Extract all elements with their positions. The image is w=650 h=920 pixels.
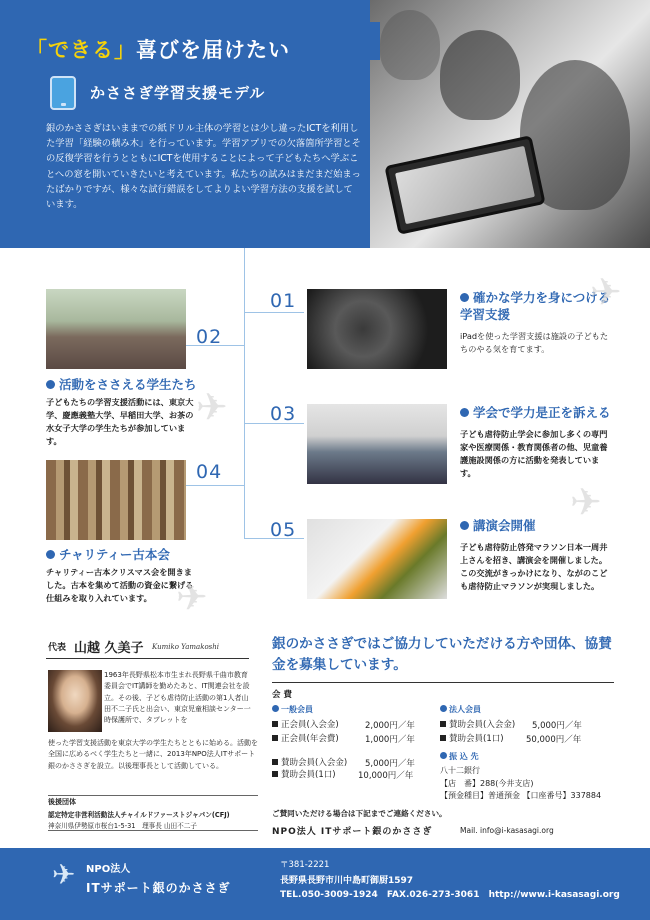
footer-postal-code: 〒381-2221 xyxy=(280,860,330,870)
bullet-icon xyxy=(440,752,447,759)
sponsor-organization: 認定特定非営利活動法人チャイルドファーストジャパン(CFJ) xyxy=(48,811,230,819)
hero-subtitle: かささぎ学習支援モデル xyxy=(90,84,266,102)
smartphone-icon xyxy=(50,76,76,110)
lecture-photo xyxy=(307,519,447,599)
fee-amount: 5,000円／年 xyxy=(365,759,415,769)
magpie-icon: ✈ xyxy=(590,270,622,314)
bullet-icon xyxy=(440,705,447,712)
conference-photo xyxy=(307,404,447,484)
representative-photo xyxy=(48,670,102,732)
used-books-photo xyxy=(46,460,186,540)
bullet-icon xyxy=(460,521,469,530)
footer-organization-name: ITサポート銀のかささぎ xyxy=(86,881,231,895)
fee-amount: 1,000円／年 xyxy=(365,735,415,745)
square-bullet-icon xyxy=(272,721,278,727)
fee-row: 賛助会員(1口) xyxy=(272,769,336,781)
contact-email[interactable]: Mail. info@i-kasasagi.org xyxy=(460,826,554,835)
footer-contact-line[interactable]: TEL.050-3009-1924 FAX.026-273-3061 http://www.i-kasasagi.org xyxy=(280,890,620,900)
representative-bio-continued: 使った学習支援活動を東京大学の学生たちとともに始める。活動を全国に広めるべく学生たちと一緒に、2013年NPO法人ITサポート銀のかささぎを設立。以後理事長として活動している。 xyxy=(48,739,258,770)
step-number-01: 01 xyxy=(270,290,297,312)
bullet-icon xyxy=(46,380,55,389)
sponsor-title: 後援団体 xyxy=(48,798,76,806)
corporate-member-head: 法人会員 xyxy=(440,704,481,715)
timeline-connector xyxy=(185,485,245,486)
fee-row: 正会員(入会金) xyxy=(272,719,339,731)
step-number-04: 04 xyxy=(196,461,223,483)
representative-bio: 1963年長野県松本市生まれ長野県千曲市教育委員会でIT講師を勤めたあと、IT関連会社を設立。その後、子ども虐待防止活動の第1人者山田不二子氏と出会い、東京児童相談センター一時保護所で、タブレットを xyxy=(104,671,251,725)
step-number-03: 03 xyxy=(270,403,297,425)
fee-amount: 5,000円／年 xyxy=(532,721,582,731)
fee-row: 賛助会員(1口) xyxy=(440,733,504,745)
representative-roman-name: Kumiko Yamakoshi xyxy=(152,643,219,651)
donation-title: 銀のかささぎではご協力していただける方や団体、協賛金を募集しています。 xyxy=(272,636,612,673)
hero-title: 「できる」喜びを届けたい xyxy=(26,38,290,62)
sponsor-address: 神奈川県伊勢原市桜台1-5-31 理事長 山田不二子 xyxy=(48,822,197,830)
section-05-body: 子ども虐待防止啓発マラソン日本一周井上さんを招き、講演会を開催しました。この交流がきっかけになり、ながのこども虐待防止マラソンが実現しました。 xyxy=(460,542,608,591)
square-bullet-icon xyxy=(272,759,278,765)
fee-row: 賛助会員(入会金) xyxy=(272,757,347,769)
hero-body: 銀のかささぎはいままでの紙ドリル主体の学習とは少し違ったICTを利用した学習「経験の積み木」を行っています。学習アプリでの欠落箇所学習とその反復学習を行うとともにICTを使用することによって子どもたちへ学ぶことへの窓を開いていきたいと考えています。私たちの試みはまだまだ始まったばかりですが、様々な試行錯誤をしてよりよい学習方法の支援を試しています。 xyxy=(46,123,361,211)
magpie-icon: ✈ xyxy=(196,385,228,429)
fee-row: 賛助会員(入会金) xyxy=(440,719,515,731)
square-bullet-icon xyxy=(440,721,446,727)
bank-branch: 【店 番】288(今井支店) xyxy=(440,778,534,788)
section-04-body: チャリティー古本クリスマス会を開きました。古本を集めて活動の資金に繋げる仕組みを取り入れています。 xyxy=(46,567,194,603)
fee-row: 正会員(年会費) xyxy=(272,733,339,745)
bank-head: 振 込 先 xyxy=(440,751,479,762)
section-01-title: 確かな学力を身につける学習支援 xyxy=(460,290,611,322)
fee-amount: 10,000円／年 xyxy=(358,771,414,781)
fee-amount: 50,000円／年 xyxy=(526,735,582,745)
section-03-body: 子ども虐待防止学会に参加し多くの専門家や医療関係・教育関係者の他、児童養護施設関係の方に活動を発表しています。 xyxy=(460,429,608,478)
step-number-02: 02 xyxy=(196,326,223,348)
hero-photo xyxy=(370,0,650,248)
bullet-icon xyxy=(272,705,279,712)
magpie-icon: ✈ xyxy=(176,575,208,619)
square-bullet-icon xyxy=(272,771,278,777)
square-bullet-icon xyxy=(272,735,278,741)
footer-address: 長野県長野市川中島町御厨1597 xyxy=(280,876,414,886)
section-03-title: 学会で学力是正を訴える xyxy=(460,404,620,421)
representative-name: 山越 久美子 xyxy=(74,641,144,656)
section-01-body: iPadを使った学習支援は施設の子どもたちのやる気を育てます。 xyxy=(460,331,609,354)
footer-npo-label: NPO法人 xyxy=(86,864,131,875)
magpie-icon: ✈ xyxy=(570,480,602,524)
bank-details xyxy=(440,765,601,803)
square-bullet-icon xyxy=(440,735,446,741)
bullet-icon xyxy=(46,550,55,559)
divider xyxy=(272,682,614,683)
timeline-connector xyxy=(244,312,304,313)
fee-label: 会 費 xyxy=(272,690,292,700)
bullet-icon xyxy=(460,408,469,417)
magpie-logo-icon: ✈ xyxy=(52,858,76,891)
bank-name: 八十二銀行 xyxy=(440,766,480,775)
fee-amount: 2,000円／年 xyxy=(365,721,415,731)
section-02-body: 子どもたちの学習支援活動には、東京大学、慶應義塾大学、早稲田大学、お茶の水女子大学の学生たちが参加しています。 xyxy=(46,397,194,446)
ipad-study-photo xyxy=(307,289,447,369)
section-02-title: 活動をささえる学生たち xyxy=(46,376,246,393)
bullet-icon xyxy=(460,293,469,302)
section-05-title: 講演会開催 xyxy=(460,517,620,534)
contact-note: ご賛同いただける場合は下記までご連絡ください。 xyxy=(272,809,447,818)
timeline-spine xyxy=(244,248,245,538)
representative-label: 代表 xyxy=(48,643,67,653)
bank-account: 【預金種目】普通預金 【口座番号】337884 xyxy=(440,791,602,800)
organization-name: NPO法人 ITサポート銀のかささぎ xyxy=(272,827,433,837)
general-member-head: 一般会員 xyxy=(272,704,313,715)
section-04-title: チャリティー古本会 xyxy=(46,546,246,563)
divider xyxy=(46,658,249,659)
students-photo xyxy=(46,289,186,369)
step-number-05: 05 xyxy=(270,519,297,541)
